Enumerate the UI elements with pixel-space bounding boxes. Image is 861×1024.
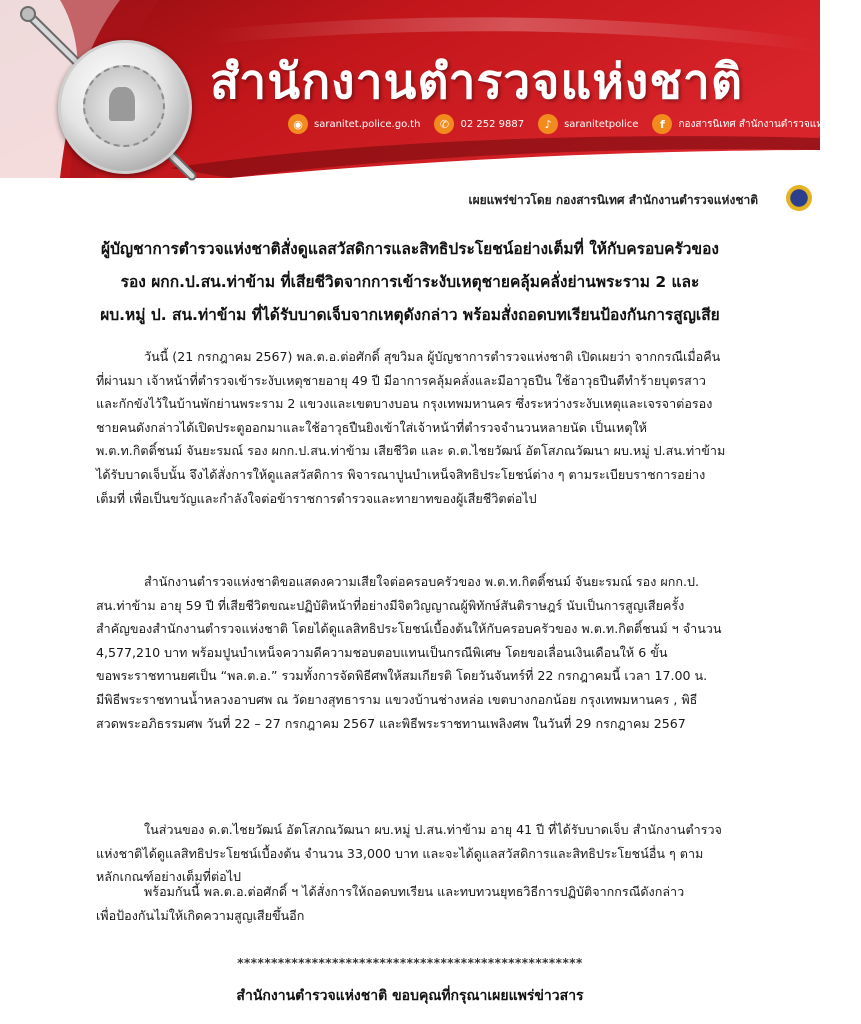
paragraph-line: แห่งชาติได้ดูแลสิทธิประโยชน์เบื้องต้น จำนวน 33,000 บาท และจะได้ดูแลสวัสดิการและสิทธิประโยชน์อื่น ๆ ตาม xyxy=(96,845,704,861)
asterisk-divider: *************************************************** xyxy=(237,956,583,970)
paragraph-line: พร้อมกันนี้ พล.ต.อ.ต่อศักดิ์ ฯ ได้สั่งการให้ถอดบทเรียน และทบทวนยุทธวิธีการปฏิบัติจากกรณีดังกล่าว xyxy=(144,884,685,899)
facebook-icon: f xyxy=(652,114,672,134)
paragraph-line: พ.ต.ท.กิตติ์ชนม์ จันยะรมณ์ รอง ผกก.ป.สน.ท่าข้าม เสียชีวิต และ ด.ต.ไชยวัฒน์ อัตโสภณวัฒนา ผบ.หมู่ ป.สน.ท่าข้าม xyxy=(96,443,726,459)
paragraph-2 xyxy=(96,570,760,735)
news-headline xyxy=(40,233,780,332)
contact-phone-text: 02 252 9887 xyxy=(460,118,525,130)
banner-title: สำนักงานตำรวจแห่งชาติ xyxy=(210,54,744,110)
paragraph-line: เต็มที่ เพื่อเป็นขวัญและกำลังใจต่อข้าราชการตำรวจและทายาทของผู้เสียชีวิตต่อไป xyxy=(96,490,537,506)
footer-thanks: สำนักงานตำรวจแห่งชาติ ขอบคุณที่กรุณาเผยแพร่ข่าวสาร xyxy=(236,988,584,1004)
paragraph-line: สำนักงานตำรวจแห่งชาติขอแสดงความเสียใจต่อครอบครัวของ พ.ต.ท.กิตติ์ชนม์ จันยะรมณ์ รอง ผกก.ป. xyxy=(144,574,700,589)
police-emblem-icon xyxy=(786,185,812,211)
web-icon: ◉ xyxy=(288,114,308,134)
contact-phone[interactable] xyxy=(434,114,524,134)
paragraph-line: เพื่อป้องกันไม่ให้เกิดความสูญเสียขึ้นอีก xyxy=(96,907,305,923)
contact-tiktok-text: saranitetpolice xyxy=(564,118,639,130)
paragraph-4 xyxy=(96,880,760,927)
paragraph-line: มีพิธีพระราชทานน้ำหลวงอาบศพ ณ วัดยางสุทธาราม แขวงบ้านช่างหล่อ เขตบางกอกน้อย กรุงเทพมหานคร , พิธี xyxy=(96,691,698,707)
paragraph-line: ขอพระราชทานยศเป็น “พล.ต.อ.” รวมทั้งการจัดพิธีศพให้สมเกียรติ โดยวันจันทร์ที่ 22 กรกฎาคมนี้ เวลา 17.00 น. xyxy=(96,668,708,684)
contact-bar xyxy=(288,114,861,134)
paragraph-1 xyxy=(96,345,760,510)
paragraph-line: สวดพระอภิธรรมศพ วันที่ 22 – 27 กรกฎาคม 2567 และพิธีพระราชทานเพลิงศพ ในวันที่ 29 กรกฎาคม 2567 xyxy=(96,715,686,731)
paragraph-line: ในส่วนของ ด.ต.ไชยวัฒน์ อัตโสภณวัฒนา ผบ.หมู่ ป.สน.ท่าข้าม อายุ 41 ปี ที่ได้รับบาดเจ็บ สำนักงานตำรวจ xyxy=(144,822,722,837)
paragraph-line: ชายคนดังกล่าวได้เปิดประตูออกมาและใช้อาวุธปืนยิงเข้าใส่เจ้าหน้าที่ตำรวจจำนวนหลายนัด เป็นเหตุให้ xyxy=(96,419,647,435)
paragraph-line: สน.ท่าข้าม อายุ 59 ปี ที่เสียชีวิตขณะปฏิบัติหน้าที่อย่างมีจิตวิญญาณผู้พิทักษ์สันติราษฎร์ นับเป็นการสูญเสียครั้ง xyxy=(96,597,685,613)
police-seal-emblem xyxy=(58,40,192,174)
paragraph-line: ที่ผ่านมา เจ้าหน้าที่ตำรวจเข้าระงับเหตุชายอายุ 49 ปี มีอาการคลุ้มคลั่งและมีอาวุธปืน ใช้อาวุธปืนตีทำร้ายบุตรสาว xyxy=(96,372,706,388)
paragraph-line: ได้รับบาดเจ็บนั้น จึงได้สั่งการให้ดูแลสวัสดิการ พิจารณาปูนบำเหน็จสิทธิประโยชน์ต่าง ๆ ตามระเบียบราชการอย่าง xyxy=(96,466,706,482)
paragraph-3 xyxy=(96,818,760,889)
headline-line: ผบ.หมู่ ป. สน.ท่าข้าม ที่ได้รับบาดเจ็บจากเหตุดังกล่าว พร้อมสั่งถอดบทเรียนป้องกันการสูญเสีย xyxy=(100,306,720,324)
phone-icon: ✆ xyxy=(434,114,454,134)
header-banner xyxy=(0,0,847,178)
contact-website-text: saranitet.police.go.th xyxy=(314,118,421,130)
tiktok-icon: ♪ xyxy=(538,114,558,134)
paragraph-line: และกักขังไว้ในบ้านพักย่านพระราม 2 แขวงและเขตบางบอน กรุงเทพมหานคร ซึ่งระหว่างระงับเหตุและเจรจาต่อรอง xyxy=(96,396,713,412)
paragraph-line: 4,577,210 บาท พร้อมปูนบำเหน็จความดีความชอบตอบแทนเป็นกรณีพิเศษ โดยขอเลื่อนเงินเดือนให้ 6 ขั้น xyxy=(96,644,668,660)
contact-website[interactable] xyxy=(288,114,420,134)
paragraph-line: หลักเกณฑ์อย่างเต็มที่ต่อไป xyxy=(96,869,242,885)
contact-tiktok[interactable] xyxy=(538,114,638,134)
headline-line: ผู้บัญชาการตำรวจแห่งชาติสั่งดูแลสวัสดิการและสิทธิประโยชน์อย่างเต็มที่ ให้กับครอบครัวของ xyxy=(101,240,719,258)
contact-facebook-text: กองสารนิเทศ สำนักงานตำรวจแห่งชาติ xyxy=(678,118,847,130)
contact-facebook[interactable] xyxy=(652,114,846,134)
headline-line: รอง ผกก.ป.สน.ท่าข้าม ที่เสียชีวิตจากการเข้าระงับเหตุชายคลุ้มคลั่งย่านพระราม 2 และ xyxy=(120,273,700,291)
paragraph-line: สำคัญของสำนักงานตำรวจแห่งชาติ โดยได้ดูแลสิทธิประโยชน์เบื้องต้นให้กับครอบครัวของ พ.ต.ท.กิตติ์ชนม์ ฯ จำนวน xyxy=(96,621,722,637)
publisher-line: เผยแพร่ข่าวโดย กองสารนิเทศ สำนักงานตำรวจแห่งชาติ xyxy=(468,193,758,207)
paragraph-line: วันนี้ (21 กรกฎาคม 2567) พล.ต.อ.ต่อศักดิ์ สุขวิมล ผู้บัญชาการตำรวจแห่งชาติ เปิดเผยว่า จากกรณีเมื่อคืน xyxy=(144,349,721,364)
